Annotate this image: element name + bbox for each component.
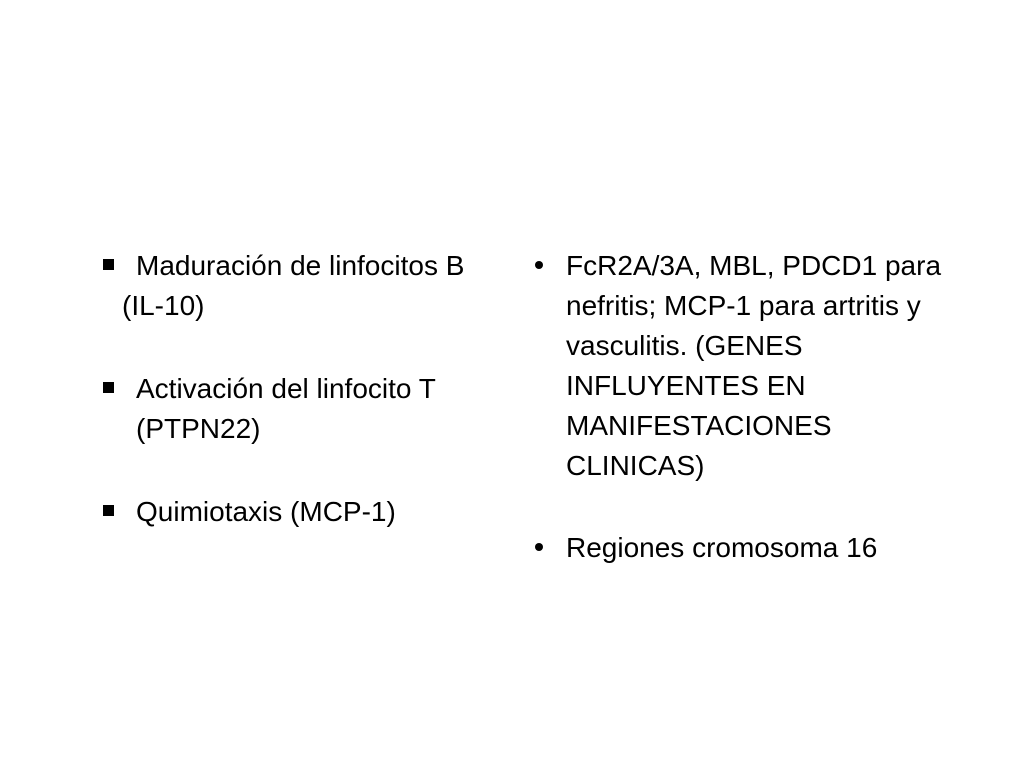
round-bullet-icon — [530, 246, 554, 286]
list-item — [530, 528, 950, 568]
list-item-text: Maduración de linfocitos B — [136, 250, 465, 281]
square-bullet-icon — [100, 246, 124, 286]
list-item-subtext: (IL-10) — [122, 290, 205, 321]
square-bullet-icon — [100, 369, 124, 409]
list-item-text: FcR2A/3A, MBL, PDCD1 para nefritis; MCP-1 para artritis y vasculitis. (GENES INFLUYENTES EN MANIFESTACIONES CLINICAS) — [566, 250, 942, 481]
list-item-text: Activación del linfocito T (PTPN22) — [136, 373, 436, 444]
list-item-text: Quimiotaxis (MCP-1) — [136, 496, 396, 527]
list-item-text: Regiones cromosoma 16 — [566, 532, 878, 563]
list-item — [100, 246, 500, 326]
list-item — [100, 492, 500, 532]
list-item — [530, 246, 950, 486]
list-item — [100, 369, 500, 449]
left-column — [100, 246, 500, 532]
square-bullet-icon — [100, 492, 124, 532]
right-column — [530, 246, 950, 568]
round-bullet-icon — [530, 528, 554, 568]
